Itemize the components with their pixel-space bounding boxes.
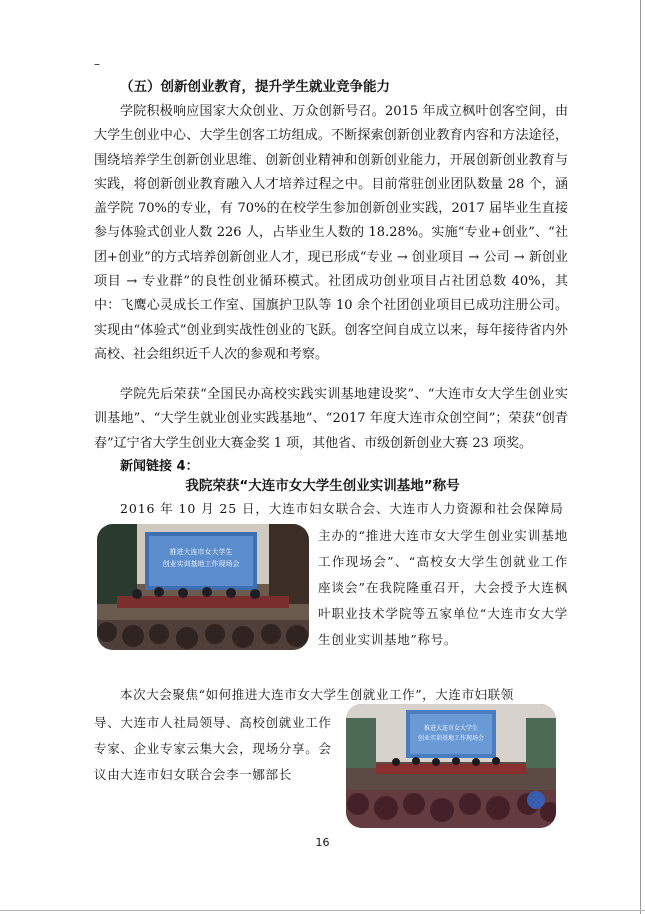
news-title: 我院荣获“大连市女大学生创业实训基地”称号 (185, 478, 460, 494)
meeting-photo-icon (97, 524, 309, 650)
page-right-edge (640, 0, 641, 914)
page-marker: – (94, 57, 100, 71)
paragraph-innovation: 学院积极响应国家大众创业、万众创新号召。2015 年成立枫叶创客空间，由大学生创业中心、大学生创客工坊组成。不断探索创新创业教育内容和方法途径，围绕培养学生创新创业思维、创新创业精神和创新创业能力，开展创新创业教育与实践，将创新创业教育融入人才培养过程之中。目前常驻创业团队数量 28 个，涵盖学院 70%的专业，有 70%的在校学生参加创新创业实践，2017 届毕业生直接参与体验式创业人数 226 人，占毕业生人数的 18.28%。实施“专业+创业”、“社团+创业”的方式培养创新创业人才，现已形成“专业 → 创业项目 → 公司 → 新创业项目 → 专业群”的良性创业循环模式。社团成功创业项目占社团总数 40%，其中：飞鹰心灵成长工作室、国旗护卫队等 10 余个社团创业项目已成功注册公司。实现由“体验式”创业到实战性创业的飞跃。创客空间自成立以来，每年接待省内外高校、社会组织近千人次的参观和考察。 (94, 104, 568, 362)
svg-text:推进大连市女大学生: 推进大连市女大学生 (423, 725, 479, 732)
news-bottom-text: 导、大连市人社局领导、高校创就业工作专家、企业专家云集大会，现场分享。会议由大连市妇女联合会李一娜部长 (94, 715, 332, 782)
meeting-photo-icon (346, 704, 556, 828)
news-first-line: 2016 年 10 月 25 日，大连市妇女联合会、大连市人力资源和社会保障局 (120, 501, 564, 516)
svg-text:创业实训基地工作现场会: 创业实训基地工作现场会 (162, 560, 240, 568)
news-bottom-line: 本次大会聚焦“如何推进大连市女大学生创就业工作”，大连市妇联领 (120, 687, 514, 702)
section-heading: （五）创新创业教育，提升学生就业竞争能力 (120, 79, 390, 95)
svg-text:创业实训基地工作现场会: 创业实训基地工作现场会 (417, 735, 485, 742)
page-number: 16 (315, 836, 330, 849)
news-link-label: 新闻链接 4： (120, 459, 199, 474)
news-right-column-text: 主办的“推进大连市女大学生创业实训基地工作现场会”、“高校女大学生创就业工作座谈会”在我院隆重召开，大会授予大连枫叶职业技术学院等五家单位“大连市女大学生创业实训基地”称号。 (318, 528, 568, 647)
meeting-photo-1 (97, 524, 309, 650)
photo-banner-text: 推进大连市女大学生 (169, 548, 233, 556)
meeting-photo-2 (346, 704, 556, 828)
paragraph-awards: 学院先后荣获“全国民办高校实践实训基地建设奖”、“大连市女大学生创业实训基地”、“大学生就业创业实践基地”、“2017 年度大连市众创空间”；荣获“创青春”辽宁省大学生创业大赛金奖 1 项，其他省、市级创新创业大赛 23 项奖。 (94, 387, 568, 451)
page-bottom-edge (0, 910, 645, 911)
